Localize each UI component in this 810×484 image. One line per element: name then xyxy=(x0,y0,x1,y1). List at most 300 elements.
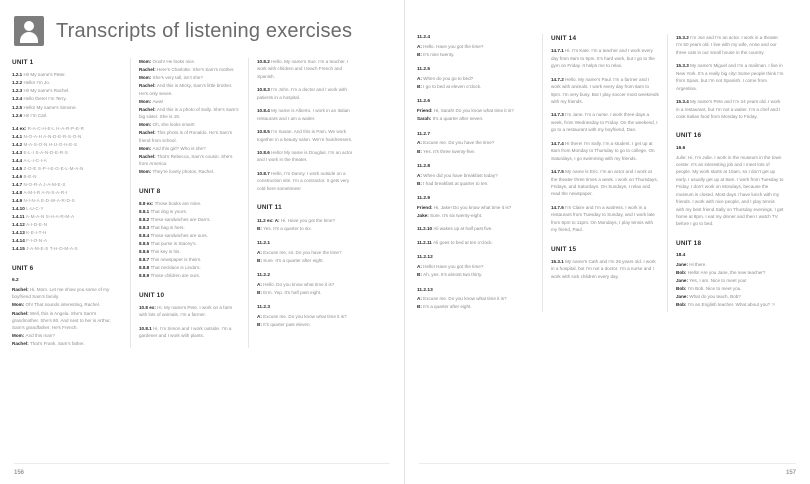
transcript-line xyxy=(417,51,534,58)
transcript-line xyxy=(139,232,240,239)
transcript-text: My name’s Miguel and I’m a mailman. I live in New York. It’s a really big city! Some people think I’m from Spain, but I’m not Spanish. I come from Argentina. xyxy=(676,63,784,91)
right-columns xyxy=(405,0,810,312)
transcript-line xyxy=(12,197,122,204)
transcript-line xyxy=(12,87,122,94)
speaker-label: Mom: xyxy=(12,333,26,339)
exercise-number: 11.2.8 xyxy=(417,163,431,169)
transcript-text: Hello. My name’s Sue. I’m a teacher. I work with children and I teach French and Spanish. xyxy=(257,59,349,79)
transcript-text: Hello! My name’s Simone. xyxy=(23,104,77,110)
speaker-label: Bob: xyxy=(676,270,688,276)
transcript-text: It’s a quarter after eight. xyxy=(423,304,472,310)
column-5 xyxy=(542,34,667,312)
transcript-line xyxy=(139,216,240,223)
transcript-line xyxy=(12,213,122,220)
transcript-line xyxy=(417,180,534,187)
transcript-number: 1.4.15 xyxy=(12,246,27,252)
transcript-number: 1.4.1 xyxy=(12,134,24,139)
transcript-text: And this is a photo of Sally. She’s Sam’s big sister. She is 19. xyxy=(139,106,239,120)
transcript-number: 1.4.11 xyxy=(12,214,26,220)
transcript-text: I’m Claire and I’m a waitress. I work in a restaurant from Tuesday to Sunday, and I work late from 6pm to 11pm. On Mondays, I play tennis with my friend, Paul. xyxy=(551,204,655,233)
transcript-text: That bag is hers. xyxy=(150,224,185,230)
transcript-line xyxy=(139,168,240,175)
transcript-number: 8.8.2 xyxy=(139,216,151,222)
transcript-text: N-O-A-H A-N-D-E-R-S-O-N xyxy=(23,134,82,139)
footer-rule-left xyxy=(14,463,390,464)
transcript-line xyxy=(257,257,358,264)
transcript-text: N-I-N-A E-D-W-A-R-D-S xyxy=(23,198,75,204)
transcript-text: Hello there! I’m Terry. xyxy=(23,96,67,102)
transcript-number: 10.8.7 xyxy=(257,170,272,176)
transcript-text: A-I-D-E-N xyxy=(26,222,48,228)
transcript-text: L-U-C-Y xyxy=(26,206,44,212)
transcript-text: Hello. My name’s Paul. I’m a farmer and I work with animals. I work every day from 6am to 9pm. I’m very busy. But I play soccer most weekends with my friends. xyxy=(551,76,659,104)
speaker-label: B: xyxy=(417,148,424,154)
transcript-text: That necklace is Linda’s. xyxy=(150,265,201,271)
transcript-number: 1.2.6 xyxy=(12,112,24,118)
transcript-text: It’s a quarter after seven. xyxy=(432,116,484,122)
transcript-number: 11.2.11 xyxy=(417,239,434,245)
transcript-text: Excuse me. Do you have the time? xyxy=(423,140,495,146)
transcript-line xyxy=(257,249,358,256)
transcript-text: Hi. I’m Kate. I’m a teacher and I work every day from 9am to 5pm. It’s hard work, but I go to the gym on Friday. It helps me to relax. xyxy=(551,48,655,69)
transcript-line xyxy=(551,204,659,234)
speaker-label: Rachel: xyxy=(139,83,157,89)
transcript-line xyxy=(417,172,534,179)
transcript-text: It’s quarter past eleven. xyxy=(263,322,311,328)
transcript-number: 14.7.5 xyxy=(551,169,566,175)
transcript-text: She’s very tall, isn’t she? xyxy=(152,75,204,81)
transcript-text: It’s nine twenty. xyxy=(423,51,455,57)
transcript-line xyxy=(257,321,358,328)
transcript-text: Hi there! I’m Sally. I’m a student. I get up at 8am from Monday to Thursday to go to college. On Saturdays, I go swimming with my friends. xyxy=(551,140,655,161)
transcript-text: When did you have breakfast today? xyxy=(423,172,498,178)
unit-heading: UNIT 10 xyxy=(139,291,165,299)
person-icon xyxy=(14,16,44,46)
transcript-number: 8.8.3 xyxy=(139,224,151,230)
speaker-label: Mom: xyxy=(139,98,153,104)
speaker-label: Jake: xyxy=(417,212,431,218)
transcript-text: Excuse me, sir. Do you have the time? xyxy=(263,249,342,255)
speaker-label: A: xyxy=(257,281,264,287)
transcript-text: I had breakfast at quarter to ten. xyxy=(423,180,489,186)
transcript-text: Those sandwiches are ours. xyxy=(150,233,208,238)
speaker-label: A: xyxy=(417,264,424,270)
transcript-text: M-A-S-O-N H-U-G-H-E-S xyxy=(23,142,78,148)
transcript-line xyxy=(139,224,240,231)
transcript-line xyxy=(417,295,534,302)
transcript-text: Those children are ours. xyxy=(150,273,201,279)
unit-heading: UNIT 14 xyxy=(551,35,577,42)
transcript-line xyxy=(139,264,240,271)
transcript-text: Here’s Charlotte. She’s Sam’s mother. xyxy=(156,67,235,73)
transcript-number: 1.2.3 xyxy=(12,88,24,94)
transcript-line xyxy=(257,289,358,296)
transcript-text: I’m an English teacher. What about you? xyxy=(687,302,771,308)
speaker-label: Sarah: xyxy=(417,116,433,122)
transcript-number: 1.4.8 xyxy=(12,190,24,196)
speaker-label: Friend: xyxy=(417,204,434,210)
transcript-text: Ah, yes. It’s almost two thirty. xyxy=(423,272,483,278)
transcript-number: 10.8.1 xyxy=(139,325,154,331)
left-columns xyxy=(0,46,404,348)
transcript-number: 1.4.4 xyxy=(12,158,24,164)
speaker-label: Rachel: xyxy=(12,287,30,293)
exercise-number: 16.6 xyxy=(676,145,686,151)
transcript-line xyxy=(12,104,122,111)
transcript-line xyxy=(139,304,240,319)
transcript-text: Hello! Have you got the time? xyxy=(423,264,484,270)
transcript-text: That purse is Stacey’s. xyxy=(150,241,197,247)
unit-heading: UNIT 8 xyxy=(139,187,161,195)
transcript-line xyxy=(139,248,240,255)
transcript-text: Sure. It’s a quarter after eight. xyxy=(263,257,324,263)
transcript-line xyxy=(257,217,358,224)
transcript-text: Hi, Sarah! Do you know what time it is? xyxy=(433,108,514,114)
transcript-text: Hi. Have you got the time? xyxy=(280,217,335,223)
transcript-number: 1.2.1 xyxy=(12,72,24,78)
right-page xyxy=(405,0,810,484)
transcript-text: This key is his. xyxy=(150,249,181,255)
transcript-line xyxy=(139,74,240,81)
speaker-label: Mom: xyxy=(139,122,153,128)
transcript-number: 10.8.2 xyxy=(257,59,272,64)
speaker-label: Rachel: xyxy=(139,67,157,73)
transcript-line xyxy=(12,125,122,132)
speaker-label: A: xyxy=(417,172,424,178)
transcript-line xyxy=(257,225,358,232)
unit-heading: UNIT 1 xyxy=(12,59,34,66)
transcript-text: Yes. It’s three twenty-five. xyxy=(423,148,476,154)
transcript-text: That’s Frank, Sam’s father. xyxy=(29,341,85,347)
transcript-text: K-E-I-T-H xyxy=(26,230,47,236)
transcript-number: 1.4.14 xyxy=(12,238,27,244)
transcript-text: A-M-I-R A-N-S-A-R-I xyxy=(23,190,68,196)
speaker-label: Rachel: xyxy=(139,106,157,112)
transcript-number: 1.4.2 xyxy=(12,142,24,148)
transcript-text: Hi! My name’s Rachel. xyxy=(23,88,70,94)
transcript-number: 1.2.5 xyxy=(12,104,24,110)
transcript-text: Excuse me. Do you know what time it is? xyxy=(263,314,347,320)
transcript-line xyxy=(676,269,784,276)
transcript-text: Hi there. xyxy=(689,262,707,268)
transcript-number: 14.7.1 xyxy=(551,48,566,54)
transcript-number: 10.8.3 xyxy=(257,87,272,93)
exercise-number: 6.2 xyxy=(12,278,19,284)
exercise-number: 11.2.6 xyxy=(417,99,431,105)
speaker-label: B: xyxy=(417,272,424,278)
transcript-line xyxy=(139,272,240,279)
transcript-text: Hello! My name is Douglas. I’m an actor and I work in the theater. xyxy=(257,149,353,163)
transcript-line xyxy=(257,149,358,164)
transcript-number: 10.8.6 xyxy=(257,149,272,155)
transcript-line xyxy=(12,340,122,347)
transcript-line xyxy=(139,240,240,247)
transcript-line xyxy=(12,245,122,252)
transcript-line xyxy=(139,208,240,215)
transcript-line xyxy=(12,173,122,180)
transcript-line xyxy=(257,170,358,192)
speaker-label: A: xyxy=(257,249,264,255)
transcript-line xyxy=(551,47,659,69)
transcript-text: I’m Jane. I’m a nurse. I work three days a week, from Wednesday to Friday. On the weekend, I go to a restaurant with my boyfriend, Dan. xyxy=(551,112,658,133)
speaker-label: Rachel: xyxy=(12,310,30,316)
transcript-line xyxy=(551,140,659,162)
transcript-number: 15.3.1 xyxy=(551,258,566,264)
transcript-text: Yes, I am. Nice to meet you! xyxy=(689,278,747,284)
transcript-text: My name is Alberto. I work in an Italian restaurant and I am a waiter. xyxy=(257,108,350,121)
transcript-text: And this girl? Who is she? xyxy=(152,145,206,151)
transcript-number: 8.8 ex: xyxy=(139,200,155,206)
speaker-label: B: xyxy=(257,290,264,295)
transcript-line xyxy=(12,112,122,119)
transcript-text: I’m Joe and I’m an actor. I work in a theater. I’m 50 years old. I live with my wife, Anne and our three cats in our small house in the country. xyxy=(676,35,779,55)
speaker-label: Jane: xyxy=(676,278,690,284)
speaker-label: A: xyxy=(274,217,281,223)
exercise-number: 11.2.3 xyxy=(257,305,271,311)
speaker-label: Jane: xyxy=(676,294,690,300)
transcript-line xyxy=(12,157,122,164)
transcript-number: 15.3.4 xyxy=(676,99,691,105)
transcript-line xyxy=(139,82,240,97)
unit-heading: UNIT 16 xyxy=(676,132,702,140)
column-4 xyxy=(417,34,542,312)
transcript-text: They’re lovely photos, Rachel. xyxy=(152,169,215,175)
speaker-label: Mom: xyxy=(139,169,153,175)
transcript-line xyxy=(676,285,784,292)
transcript-line xyxy=(139,66,240,73)
transcript-line xyxy=(257,281,358,288)
transcript-line xyxy=(139,106,240,121)
transcript-line xyxy=(139,58,240,65)
speaker-label: B: xyxy=(417,84,424,90)
exercise-number: 11.2.2 xyxy=(257,273,271,279)
transcript-text: And this is Micky, Sam’s little brother. He’s only seven. xyxy=(139,83,233,96)
transcript-number: 10.8.5 xyxy=(257,129,272,135)
transcript-text: Hello. Do you know what time it is? xyxy=(263,281,335,287)
speaker-label: Mom: xyxy=(139,75,153,81)
transcript-text: Hi, Mom. Let me show you some of my boyfriend Sam’s family. xyxy=(12,287,110,300)
unit-heading: UNIT 18 xyxy=(676,239,702,247)
transcript-line xyxy=(676,301,784,311)
transcript-number: 1.4.13 xyxy=(12,230,27,236)
transcript-number: 1.4.10 xyxy=(12,206,27,212)
transcript-number: 1.4.3 xyxy=(12,150,24,156)
transcript-number: 1.4 ex: xyxy=(12,125,28,131)
transcript-text: Those books are mine. xyxy=(154,200,202,206)
transcript-number: 10.8.4 xyxy=(257,108,272,114)
transcript-line xyxy=(417,225,534,232)
transcript-line xyxy=(417,204,534,211)
speaker-label: A: xyxy=(417,76,424,81)
transcript-number: 8.8.9 xyxy=(139,273,151,279)
transcript-text: And this man? xyxy=(25,333,55,339)
transcript-number: 8.8.7 xyxy=(139,257,151,263)
transcript-number: 1.2.2 xyxy=(12,80,24,86)
exercise-number: 18.4 xyxy=(676,253,686,259)
column-2 xyxy=(130,58,248,348)
speaker-label: B: xyxy=(257,257,264,263)
page-number-right: 157 xyxy=(785,470,796,476)
transcript-line xyxy=(12,189,122,196)
transcript-line xyxy=(551,168,659,198)
transcript-text: I go to bed at eleven o’clock. xyxy=(423,84,482,90)
transcript-line xyxy=(417,239,534,246)
transcript-number: 11.2.10 xyxy=(417,226,434,232)
transcript-line xyxy=(12,286,122,301)
speaker-label: A: xyxy=(417,43,424,49)
page-number-left: 156 xyxy=(14,470,25,476)
transcript-text: Hello, I’m Danny. I work outside on a construction site. I’m a contractor. It gets very cold here sometimes! xyxy=(257,170,350,191)
transcript-line xyxy=(417,263,534,270)
transcript-text: Hi! My name’s Peter. xyxy=(23,72,66,78)
transcript-line xyxy=(257,58,358,80)
transcript-line xyxy=(417,139,534,146)
transcript-number: 11.2 ex: xyxy=(257,217,275,223)
transcript-text: When do you go to bed? xyxy=(423,76,474,81)
transcript-text: Aww! xyxy=(152,98,164,104)
transcript-line xyxy=(551,76,659,106)
transcript-line xyxy=(12,310,122,332)
transcript-line xyxy=(139,145,240,152)
transcript-line xyxy=(139,129,240,144)
transcript-text: I’m John. I’m a doctor and I work with patients in a hospital. xyxy=(257,87,347,100)
transcript-line xyxy=(12,79,122,86)
exercise-number: 11.2.7 xyxy=(417,131,431,137)
transcript-text: Z-O-E S-P-I-E-G-E-L-M-A-N xyxy=(23,166,84,172)
transcript-text: Julie: Hi, I’m Julie. I work in the museum in the town center. It’s an interesting job and I meet lots of people. My work starts at 10am, so I don’t get up early. I usually get up at 8am. I work from Tuesday to Friday. I don’t work on Mondays, because the museum is closed. Most days I have lunch with my friends. I work with nice people, and I play tennis with my best friend Sally on Thursday evenings. I get home at 8pm. I eat my dinner and then I watch TV before I go to bed. xyxy=(676,154,784,227)
transcript-text: That’s Rebecca, Sam’s cousin. She’s from America. xyxy=(139,153,233,167)
transcript-line xyxy=(417,303,534,310)
speaker-label: A: xyxy=(417,140,424,146)
transcript-line xyxy=(417,43,534,50)
transcript-text: What do you teach, Bob? xyxy=(689,294,741,300)
transcript-text: I’m Bob. Nice to meet you. xyxy=(687,286,742,292)
transcript-text: My name’s Cath and I’m 26 years old. I work in a hospital, but I’m not a doctor. I’m a nurse and I work with sick children every day. xyxy=(551,258,656,279)
transcript-line xyxy=(551,258,659,280)
transcript-text: These sandwiches are Dan’s. xyxy=(150,216,211,222)
transcript-line xyxy=(417,107,534,114)
transcript-text: N-O-R-A J-A-M-E-S xyxy=(23,182,66,188)
transcript-text: A-M-A-N S-H-A-R-M-A xyxy=(25,214,75,220)
transcript-text: A-L-I-C-I-A xyxy=(23,158,47,164)
transcript-number: 8.8.1 xyxy=(139,208,151,214)
column-6 xyxy=(667,34,792,312)
speaker-label: A: xyxy=(417,296,424,302)
exercise-number: 11.2.4 xyxy=(417,35,431,40)
transcript-number: 15.3.2 xyxy=(676,35,691,40)
transcript-line xyxy=(257,107,358,122)
transcript-text: Well, this is Angela. She’s Sam’s grandmother. She’s 80. And next to her is Arthur, Sam’s grandfather. He’s French. xyxy=(12,310,111,331)
transcript-line xyxy=(417,148,534,155)
transcript-line xyxy=(12,149,122,156)
transcript-line xyxy=(12,301,122,308)
transcript-number: 1.4.9 xyxy=(12,198,24,204)
transcript-text: Oh, she looks smart! xyxy=(152,122,195,128)
transcript-line xyxy=(676,62,784,92)
exercise-number: 11.2.9 xyxy=(417,196,431,202)
speaker-label: B: xyxy=(417,51,424,57)
transcript-text: I’m Susan. And this is Pam. We work together in a beauty salon. We’re hairdressers. xyxy=(257,129,353,142)
transcript-line xyxy=(417,212,534,219)
transcript-line xyxy=(139,256,240,263)
exercise-number: 11.2.12 xyxy=(417,255,433,261)
speaker-label: Rachel: xyxy=(139,153,157,159)
transcript-line xyxy=(676,293,784,300)
transcript-text: Excuse me. Do you know what time it is? xyxy=(423,296,507,302)
transcript-line xyxy=(12,71,122,78)
transcript-line xyxy=(417,75,534,82)
transcript-text: F-I-O-N-A xyxy=(26,238,48,244)
transcript-line xyxy=(676,98,784,120)
transcript-line xyxy=(12,181,122,188)
transcript-line xyxy=(139,200,240,207)
transcript-text: Erm. Yep. It’s half past eight. xyxy=(263,290,322,295)
transcript-text: My name’s Pete and I’m 24 years old. I work in a restaurant, but I’m not a waiter. I’m a chef and I cook Italian food from Monday to Friday. xyxy=(676,99,781,119)
speaker-label: Mom: xyxy=(139,59,153,64)
exercise-number: 11.2.13 xyxy=(417,287,433,293)
exercise-number: 11.2.1 xyxy=(257,240,271,246)
transcript-line xyxy=(12,165,122,172)
transcript-text: R-A-C-H-E-L H-A-R-P-E-R xyxy=(27,125,85,131)
unit-heading: UNIT 15 xyxy=(551,245,577,253)
speaker-label: Mom: xyxy=(139,145,153,151)
transcript-text: This newspaper is theirs. xyxy=(150,257,202,263)
transcript-number: 1.4.12 xyxy=(12,222,27,228)
transcript-line xyxy=(417,83,534,90)
speaker-label: Rachel: xyxy=(12,341,30,347)
transcript-number: 8.8.5 xyxy=(139,241,151,247)
transcript-number: 14.7.3 xyxy=(551,112,566,118)
transcript-text: Ali goes to bed at ten o’clock. xyxy=(433,239,493,245)
transcript-text: My name is Eric. I’m an actor and I work at the theater three times a week. I work on Thursdays, Fridays, and Saturdays. On Sundays, I relax and read the newspaper. xyxy=(551,169,658,197)
transcript-line xyxy=(12,141,122,148)
transcript-line xyxy=(12,221,122,228)
transcript-number: 14.7.4 xyxy=(551,140,566,146)
transcript-text: Hi! I’m Carl. xyxy=(23,112,48,118)
speaker-label: Bob: xyxy=(676,302,688,308)
transcript-line xyxy=(676,34,784,56)
transcript-number: 14.7.2 xyxy=(551,76,566,82)
transcript-text: Hello. Have you got the time? xyxy=(423,43,484,49)
transcript-text: Oooh! He looks nice. xyxy=(152,59,196,64)
transcript-text: Hello! Are you Jane, the new teacher? xyxy=(687,270,766,276)
speaker-label: B: xyxy=(257,225,264,231)
transcript-text: Yes. It’s a quarter to six. xyxy=(263,225,312,231)
unit-heading: UNIT 6 xyxy=(12,264,34,272)
column-3 xyxy=(248,58,366,348)
transcript-number: 1.4.6 xyxy=(12,174,24,180)
speaker-label: B: xyxy=(257,322,264,328)
transcript-text: B-E-N xyxy=(23,174,37,180)
transcript-number: 15.3.3 xyxy=(676,63,691,69)
speaker-label: Bob: xyxy=(676,286,688,292)
transcript-line xyxy=(417,271,534,278)
transcript-number: 1.2.4 xyxy=(12,96,24,102)
exercise-number: 11.2.5 xyxy=(417,67,431,73)
transcript-line xyxy=(257,86,358,101)
transcript-number: 8.8.4 xyxy=(139,233,151,238)
transcript-line xyxy=(139,121,240,128)
transcript-text: Hi, Jake! Do you know what time it is? xyxy=(433,204,512,210)
transcript-line xyxy=(12,205,122,212)
speaker-label: A: xyxy=(257,314,264,320)
transcript-line xyxy=(12,237,122,244)
transcript-text: E-L-I S-A-N-D-E-R-S xyxy=(23,150,69,156)
transcript-text: Hi. My name’s Pete. I work on a farm with lots of animals. I’m a farmer. xyxy=(139,304,233,318)
transcript-number: 8.8.6 xyxy=(139,249,151,255)
transcript-text: J-A-M-E-S T-H-O-M-A-S xyxy=(26,246,78,252)
transcript-line xyxy=(139,153,240,168)
